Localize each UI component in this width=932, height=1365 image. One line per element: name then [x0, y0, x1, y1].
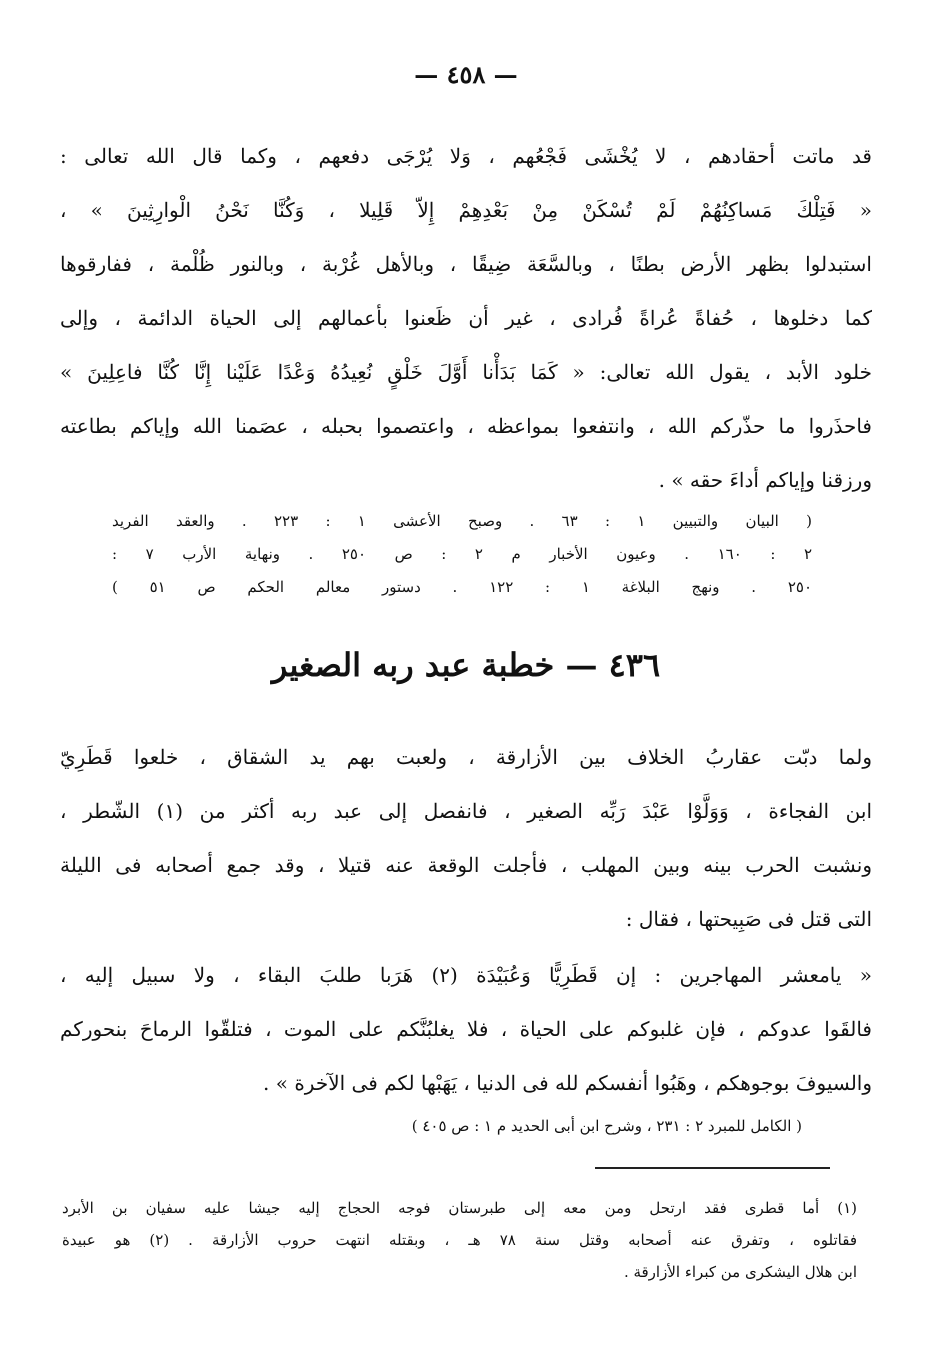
text-line: ونشبت الحرب بينه وبين المهلب ، فأجلت الوقعة عنه قتيلا ، وقد جمع أصحابه فى الليلة — [60, 853, 872, 877]
source-line: ( الكامل للمبرد ٢ : ٢٣١ ، وشرح ابن أبى الحديد م ١ : ص ٤٠٥ ) — [411, 1117, 802, 1135]
section-heading: ٤٣٦ — خطبة عبد ربه الصغير — [271, 646, 661, 684]
text-line: استبدلوا بظهر الأرض بطنًا ، وبالسَّعَة ضِيقًا ، وبالأهل غُرْبة ، وبالنور ظُلْمة ، ففارقوها — [60, 252, 872, 276]
text-line: ورزقنا وإياكم أداءَ حقه » . — [658, 468, 872, 492]
source-line: ٢ : ١٦٠ . وعيون الأخبار م ٢ : ص ٢٥٠ . ونهاية الأرب ٧ : — [112, 545, 812, 563]
text-line: التى قتل فى صَبِيحتها ، فقال : — [625, 907, 872, 931]
footnotes — [62, 1192, 857, 1288]
footnote-divider — [595, 1167, 830, 1169]
sources-1 — [112, 505, 812, 604]
page-number: — ٤٥٨ — — [414, 60, 518, 89]
text-line: ابن الفجاءة ، وَوَلَّوْا عَبْدَ رَبِّه الصغير ، فانفصل إلى عبد ربه أكثر من (١) الشّطر ، — [60, 799, 872, 823]
text-line: والسيوفَ بوجوهكم ، وهَبُوا أنفسكم لله فى الدنيا ، يَهَبْها لكم فى الآخرة » . — [263, 1071, 872, 1095]
text-line: قد ماتت أحقادهم ، لا يُخْشَى فَجْعُهم ، وَلا يُرْجَى دفعهم ، وكما قال الله تعالى : — [60, 144, 872, 168]
text-line: « يامعشر المهاجرين : إن قَطَرِيًّا وَعُبَيْدَة (٢) هَرَبا طلبَ البقاء ، ولا سبيل إليه ، — [60, 963, 872, 987]
source-line: ٢٥٠ . ونهج البلاغة ١ : ١٢٢ . دستور معالم الحكم ص ٥١ ) — [112, 578, 812, 596]
text-line: ولما دبّت عقاربُ الخلاف بين الأزارقة ، ولعبت بهم يد الشقاق ، خلعوا قَطَرِيّ — [60, 745, 872, 769]
footnote-line: ابن هلال اليشكرى من كبراء الأزارقة . — [623, 1263, 857, 1281]
text-line: « فَتِلْكَ مَساكِنُهُمْ لَمْ تُسْكَنْ مِنْ بَعْدِهِمْ إِلاّ قَلِيلا ، وَكُنَّا نَحْنُ الْوارِثِينَ » ، — [60, 198, 872, 222]
paragraph-3 — [60, 948, 872, 1110]
paragraph-2 — [60, 730, 872, 946]
text-line: كما دخلوها ، حُفاةً عُراةً فُرادى ، غير أن ظَعنوا بأعمالهم إلى الحياة الدائمة ، وإلى — [60, 306, 872, 330]
paragraph-1 — [60, 129, 872, 507]
text-line: فالقَوا عدوكم ، فإن غلبوكم على الحياة ، فلا يغلبُنَّكم على الموت ، فتلقّوا الرماحَ بنحوركم — [60, 1017, 872, 1041]
text-line: فاحذَروا ما حذّركم الله ، وانتفعوا بمواعظه ، واعتصموا بحبله ، عصَمنا الله وإياكم بطاعته — [60, 414, 872, 438]
footnote-line: (١) أما قطرى فقد ارتحل ومن معه إلى طبرستان فوجه الحجاج إليه جيشا عليه سفيان بن الأبرد — [62, 1199, 857, 1217]
footnote-line: فقاتلوه ، وتفرق عنه أصحابه وقتل سنة ٧٨ هـ ، وبقتله انتهت حروب الأزارقة . (٢) هو عبيدة — [62, 1231, 857, 1249]
sources-2 — [182, 1110, 802, 1143]
text-line: خلود الأبد ، يقول الله تعالى: « كَمَا بَدَأْنا أَوَّلَ خَلْقٍ نُعِيدُهُ وَعْدًا عَلَيْنا إِنَّا كُنَّا فاعِلِينَ » — [60, 360, 872, 384]
source-line: ( البيان والتبيين ١ : ٦٣ . وصبح الأعشى ١ : ٢٢٣ . والعقد الفريد — [112, 512, 812, 530]
